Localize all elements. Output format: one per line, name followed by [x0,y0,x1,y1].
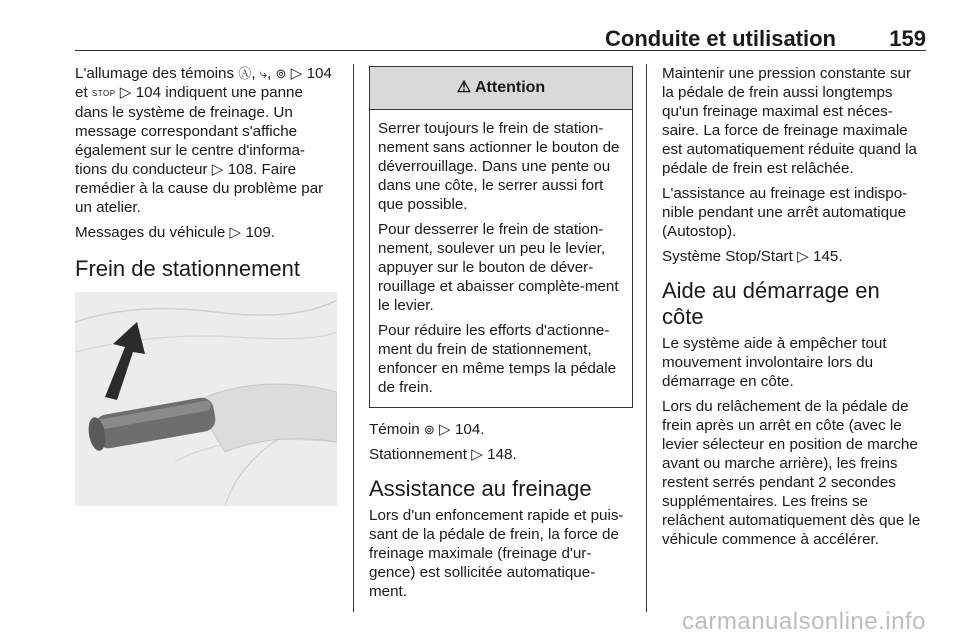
paragraph-warning-lights: L'allumage des témoins Ⓐ, ⤷, ⊚ ▷ 104 et STOP ▷ 104 indiquent une panne dans le système de freinage. Un message correspondant s'affiche également sur le centre d'informa-tions du conducteur ▷ 108. Faire remédier à la cause du problème par un atelier. [75,65,332,216]
abs-icon: Ⓐ [238,66,252,81]
stop-icon: STOP [91,89,116,98]
heading-parking-brake: Frein de stationnement [75,256,301,281]
parking-brake-illustration [75,292,337,506]
attention-paragraph: Pour réduire les efforts d'actionne-ment du frein de stationnement, enfoncer en même temps la pédale de frein. [378,322,617,396]
page-number: 159 [889,26,926,51]
column-right [662,64,926,555]
page-reference-arrow-icon: ▷ [290,65,303,82]
page-reference-arrow-icon: ▷ [439,421,451,438]
warning-triangle-icon: ⚠ [456,79,472,96]
section-title: Conduite et utilisation [605,26,836,51]
attention-header: ⚠ Attention [370,67,632,110]
page-reference-arrow-icon: ▷ [119,84,132,101]
brake-icon: ⊚ [275,66,287,81]
column-divider [646,64,647,612]
attention-paragraph: Pour desserrer le frein de station-nement, soulever un peu le levier, appuyer sur le bouton de déver-rouillage et abaisser complète-ment le levier. [378,221,619,314]
paragraph-brake-assist: Lors d'un enfoncement rapide et puis-sant de la pédale de frein, la force de freinage maximale (freinage d'ur-gence) est sollicitée automatique-ment. [369,507,624,600]
paragraph-hill-start-1: Le système aide à empêcher tout mouvement involontaire lors du démarrage en côte. [662,335,887,390]
page-reference-arrow-icon: ▷ [471,446,483,463]
page-reference-arrow-icon: ▷ [797,248,809,265]
brake-assist-icon: ⤷ [259,66,268,81]
paragraph-hill-start-2: Lors du relâchement de la pédale de frein après un arrêt en côte (avec le levier sélecteur en position de marche avant ou marche arrière), les freins restent serrés pendant 2 secondes supplémentaires. Les freins se relâchent automatiquement dès que le véhicule commence à accélérer. [662,398,921,548]
paragraph-vehicle-messages: Messages du véhicule ▷ 109. [75,224,275,241]
attention-paragraph: Serrer toujours le frein de station-nement sans actionner le bouton de déverrouillage. Dans une pente ou dans une côte, le serrer aussi fort que possible. [378,120,620,213]
column-left [75,64,337,506]
attention-body [370,110,632,407]
paragraph-parking-ref: Stationnement ▷ 148. [369,446,517,463]
watermark: carmanualsonline.info [682,608,926,635]
page-header [60,26,926,50]
heading-brake-assist: Assistance au freinage [369,476,592,501]
heading-hill-start-assist: Aide au démarrage en côte [662,278,880,329]
page-reference-arrow-icon: ▷ [211,161,224,178]
paragraph-autostop: L'assistance au freinage est indispo-nible pendant une arrêt automatique (Autostop). [662,185,908,240]
column-middle [369,64,633,607]
header-divider [75,50,926,51]
column-divider [353,64,354,612]
brake-icon: ⊚ [423,422,435,437]
attention-box [369,66,633,408]
paragraph-stop-start-ref: Système Stop/Start ▷ 145. [662,248,843,265]
paragraph-brake-pressure: Maintenir une pression constante sur la pédale de frein aussi longtemps qu'un freinage maximal est néces-saire. La force de freinage maximale est automatiquement réduite quand la pédale de frein est relâchée. [662,65,917,177]
paragraph-indicator-ref: Témoin ⊚ ▷ 104. [369,421,485,438]
page-reference-arrow-icon: ▷ [229,224,242,241]
